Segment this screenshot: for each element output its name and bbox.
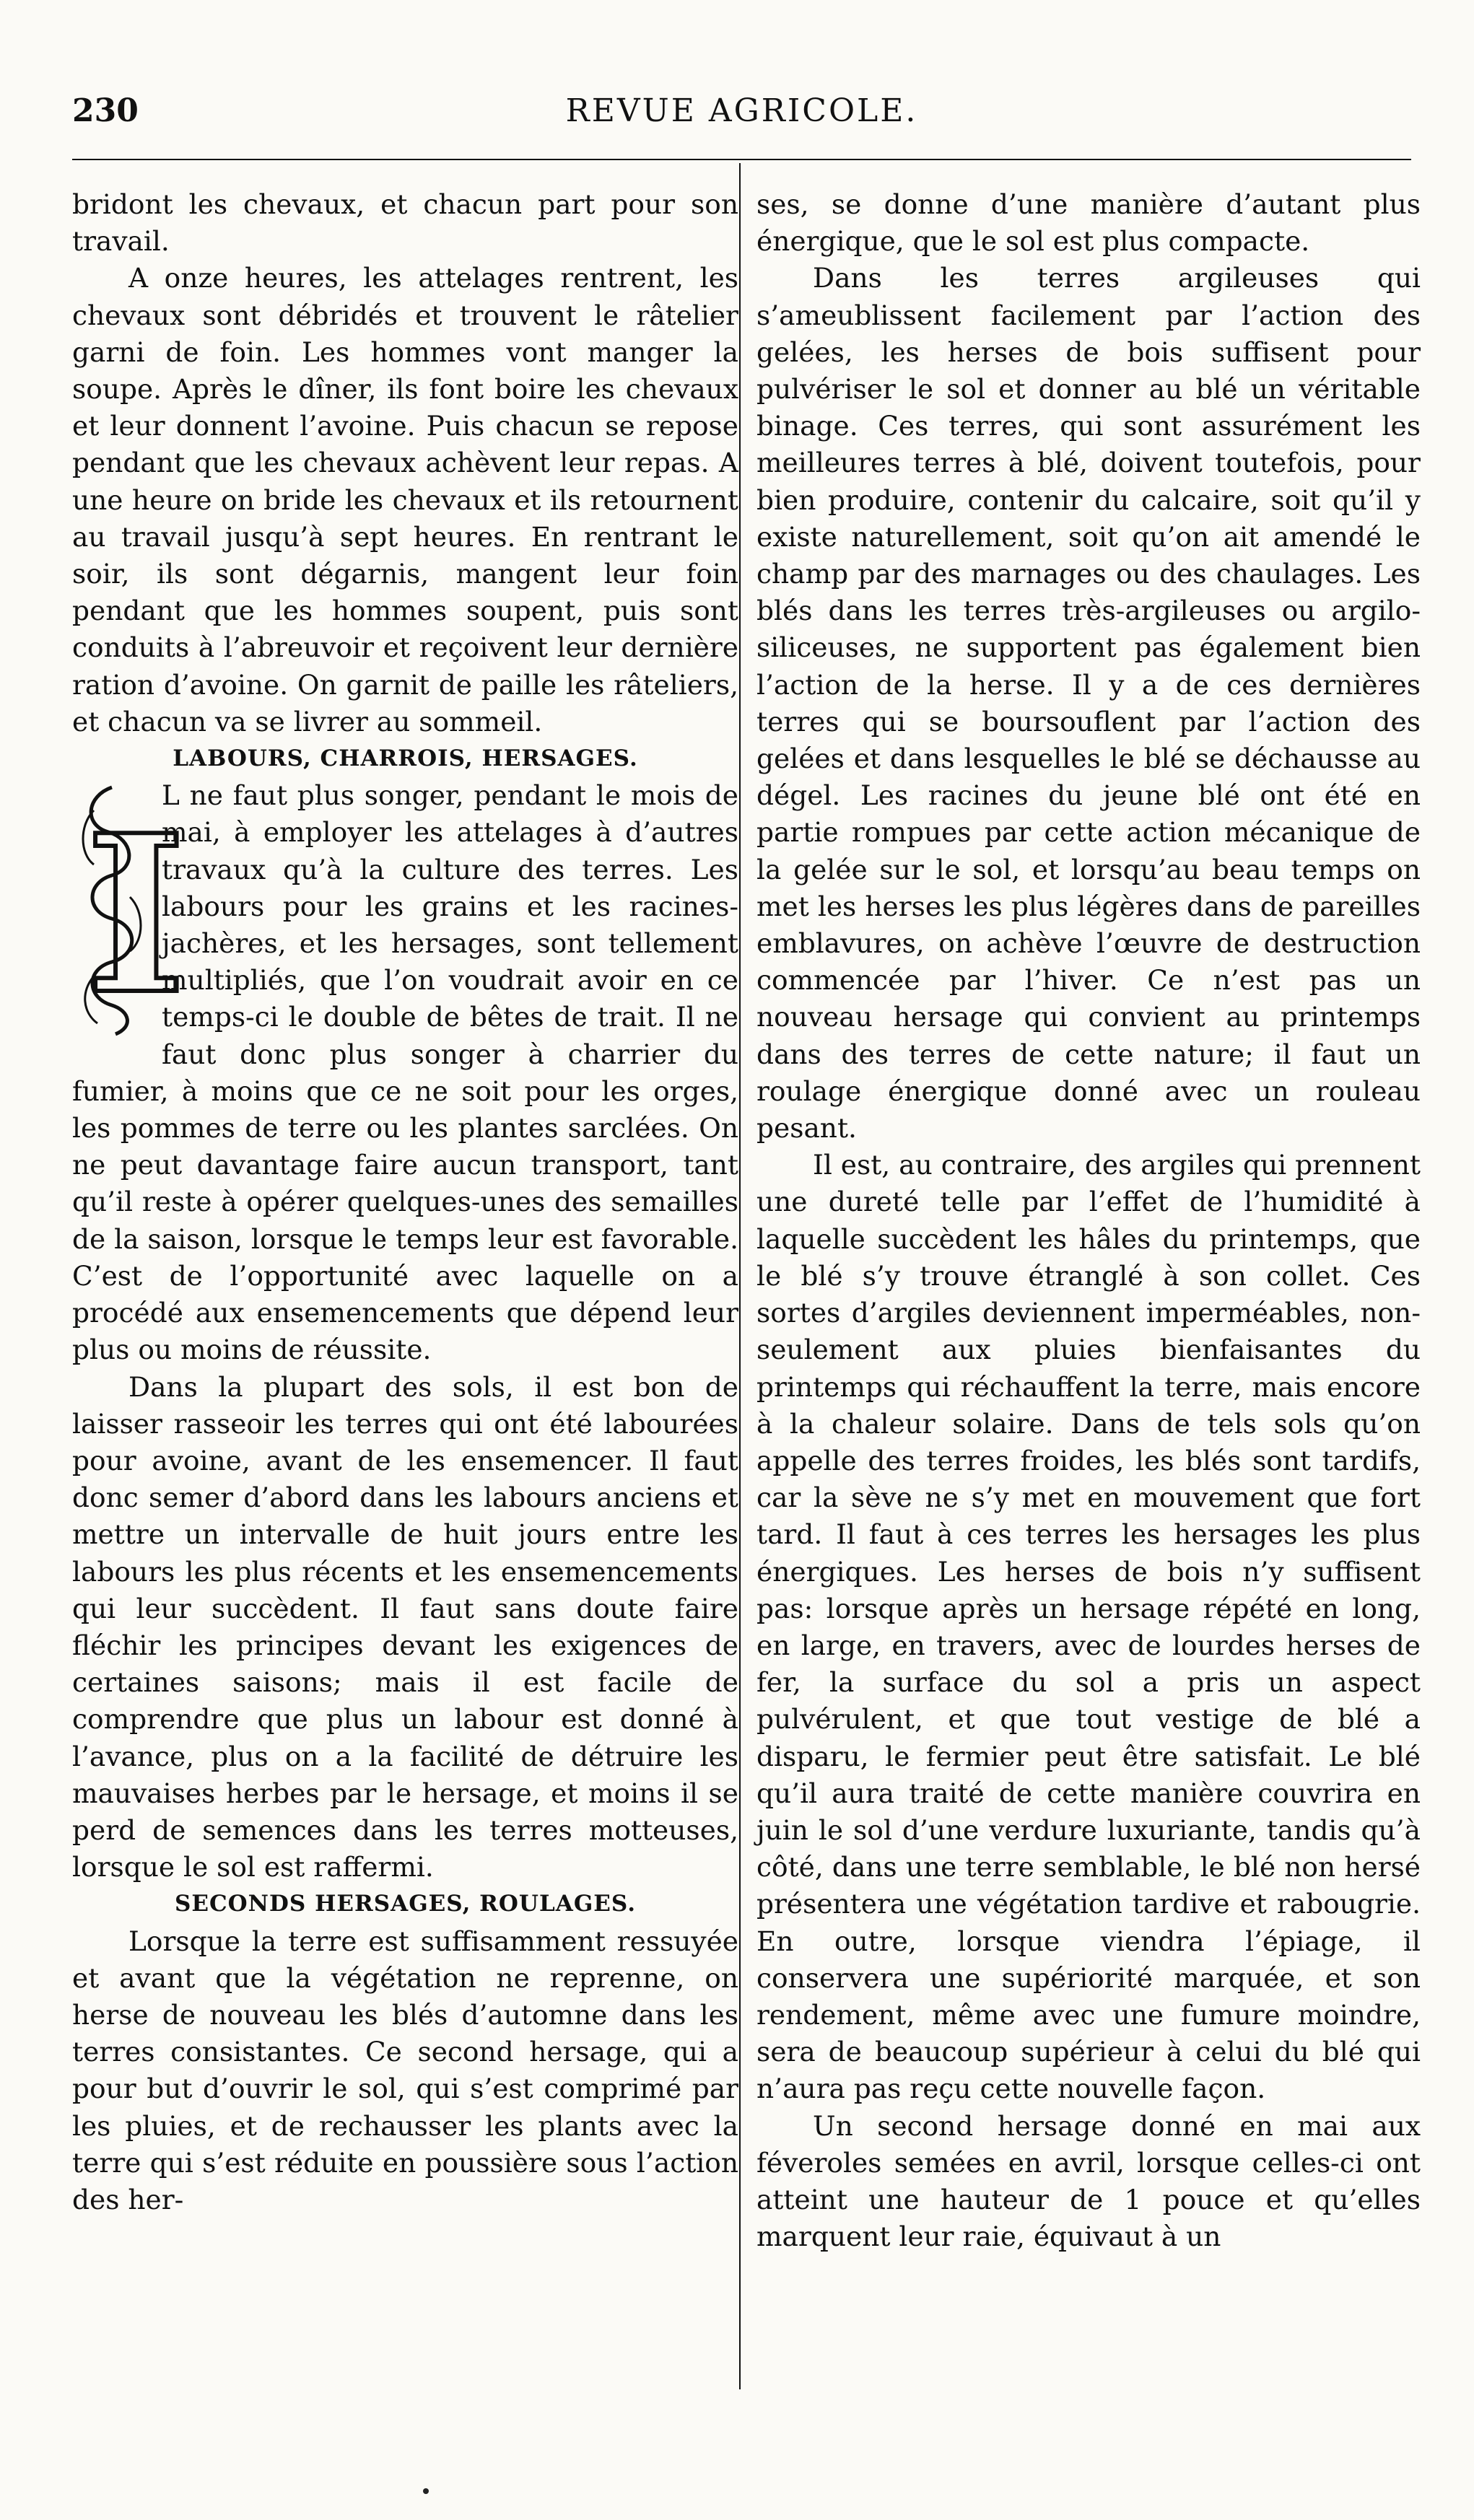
paragraph: bridont les chevaux, et chacun part pour son travail. <box>72 188 738 258</box>
stray-ink-dot <box>423 2488 429 2494</box>
paragraph: Dans les terres argileuses qui s’ameublissent facilement par l’action des gelées, les herses de bois suffisent pour pulvériser le sol et donner au blé un véritable binage. Ces terres, qui sont assurément les meilleures terres à blé, doivent toutefois, pour bien produire, contenir du calcaire, soit qu’il y existe naturellement, soit qu’on ait amendé le champ par des marnages ou des chaulages. Les blés dans les terres très-argileuses ou argilo-siliceuses, ne supportent pas également bien l’action de la herse. Il y a de ces dernières terres qui se boursouflent par l’action des gelées et dans lesquelles le blé se déchausse au dégel. Les racines du jeune blé ont été en partie rompues par cette action mécanique de la gelée sur le sol, et lorsqu’au beau temps on met les herses les plus légères dans de pareilles emblavures, on achève l’œuvre de destruction commencée par l’hiver. Ce n’est pas un nouveau hersage qui convient au printemps dans des terres de cette nature; il faut un roulage énergique donné avec un rouleau pesant. <box>756 262 1421 1145</box>
paragraph: L ne faut plus songer, pendant le mois de mai, à employer les attelages à d’autres travaux qu’à la culture des terres. Les labours pour les grains et les racines-jachères, et les hersages, sont tellement multipliés, que l’on voudrait avoir en ce temps-ci le double de bêtes de trait. Il ne faut donc plus songer à charrier du fumier, à moins que ce ne soit pour les orges, les pommes de terre ou les plantes sarclées. On ne peut davantage faire aucun transport, tant qu’il reste à opérer quelques-unes des semailles de la saison, lorsque le temps leur est favorable. C’est de l’opportunité avec laquelle on a procédé aux ensemencements que dépend leur plus ou moins de réussite. <box>72 779 738 1366</box>
paragraph: Dans la plupart des sols, il est bon de laisser rasseoir les terres qui ont été labourées pour avoine, avant de les ensemencer. Il faut donc semer d’abord dans les labours anciens et mettre un intervalle de huit jours entre les labours les plus récents et les ensemencements qui leur succèdent. Il faut sans doute faire fléchir les principes devant les exigences de certaines saisons; mais il est facile de comprendre que plus un labour est donné à l’avance, plus on a la facilité de détruire les mauvaises herbes par le hersage, et moins il se perd de semences dans les terres motteuses, lorsque le sol est raffermi. <box>72 1370 738 1884</box>
paragraph: Lorsque la terre est suffisamment ressuyée et avant que la végétation ne reprenne, on herse de nouveau les blés d’automne dans les terres consistantes. Ce second hersage, qui a pour but d’ouvrir le sol, qui s’est comprimé par les pluies, et de rechausser les plants avec la terre qui s’est réduite en poussière sous l’action des her- <box>72 1925 738 2215</box>
page-number: 230 <box>72 92 139 129</box>
ornamental-dropcap <box>72 782 187 1043</box>
dropcap-ornament-icon <box>72 782 187 1043</box>
paragraph: Un second hersage donné en mai aux féveroles semées en avril, lorsque celles-ci ont atteint une hauteur de 1 pouce et qu’elles marquent leur raie, équivaut à un <box>756 2109 1421 2253</box>
column-divider <box>739 163 741 2389</box>
paragraph: ses, se donne d’une manière d’autant plus énergique, que le sol est plus compacte. <box>756 188 1421 258</box>
section-title-labours: LABOURS, CHARROIS, HERSAGES. <box>173 745 638 772</box>
running-title: REVUE AGRICOLE. <box>565 92 918 129</box>
page-header <box>72 92 1411 136</box>
right-column <box>756 186 1421 2255</box>
left-column <box>72 186 738 2218</box>
header-rule <box>72 159 1411 160</box>
paragraph: A onze heures, les attelages rentrent, les chevaux sont débridés et trouvent le râtelier garni de foin. Les hommes vont manger la soupe. Après le dîner, ils font boire les chevaux et leur donnent l’avoine. Puis chacun se repose pendant que les chevaux achèvent leur repas. A une heure on bride les chevaux et ils retournent au travail jusqu’à sept heures. En rentrant le soir, ils sont dégarnis, mangent leur foin pendant que les hommes soupent, puis sont conduits à l’abreuvoir et reçoivent leur dernière ration d’avoine. On garnit de paille les râteliers, et chacun va se livrer au sommeil. <box>72 262 738 738</box>
paragraph: Il est, au contraire, des argiles qui prennent une dureté telle par l’effet de l’humidité à laquelle succèdent les hâles du printemps, que le blé s’y trouve étranglé à son collet. Ces sortes d’argiles deviennent imperméables, non-seulement aux pluies bienfaisantes du printemps qui réchauffent la terre, mais encore à la chaleur solaire. Dans de tels sols qu’on appelle des terres froides, les blés sont tardifs, car la sève ne s’y met en mouvement que fort tard. Il faut à ces terres les hersages les plus énergiques. Les herses de bois n’y suffisent pas: lorsque après un hersage répété en long, en large, en travers, avec de lourdes herses de fer, la surface du sol a pris un aspect pulvérulent, et que tout vestige de blé a disparu, le fermier peut être satisfait. Le blé qu’il aura traité de cette manière couvrira en juin le sol d’une verdure luxuriante, tandis qu’à côté, dans une terre semblable, le blé non hersé présentera une végétation tardive et rabougrie. En outre, lorsque viendra l’épiage, il conservera une supériorité marquée, et son rendement, même avec une fumure moindre, sera de beaucoup supérieur à celui du blé qui n’aura pas reçu cette nouvelle façon. <box>756 1149 1421 2105</box>
dropcap-letter: I <box>85 787 187 1043</box>
section-title-seconds-hersages: SECONDS HERSAGES, ROULAGES. <box>174 1891 636 1917</box>
